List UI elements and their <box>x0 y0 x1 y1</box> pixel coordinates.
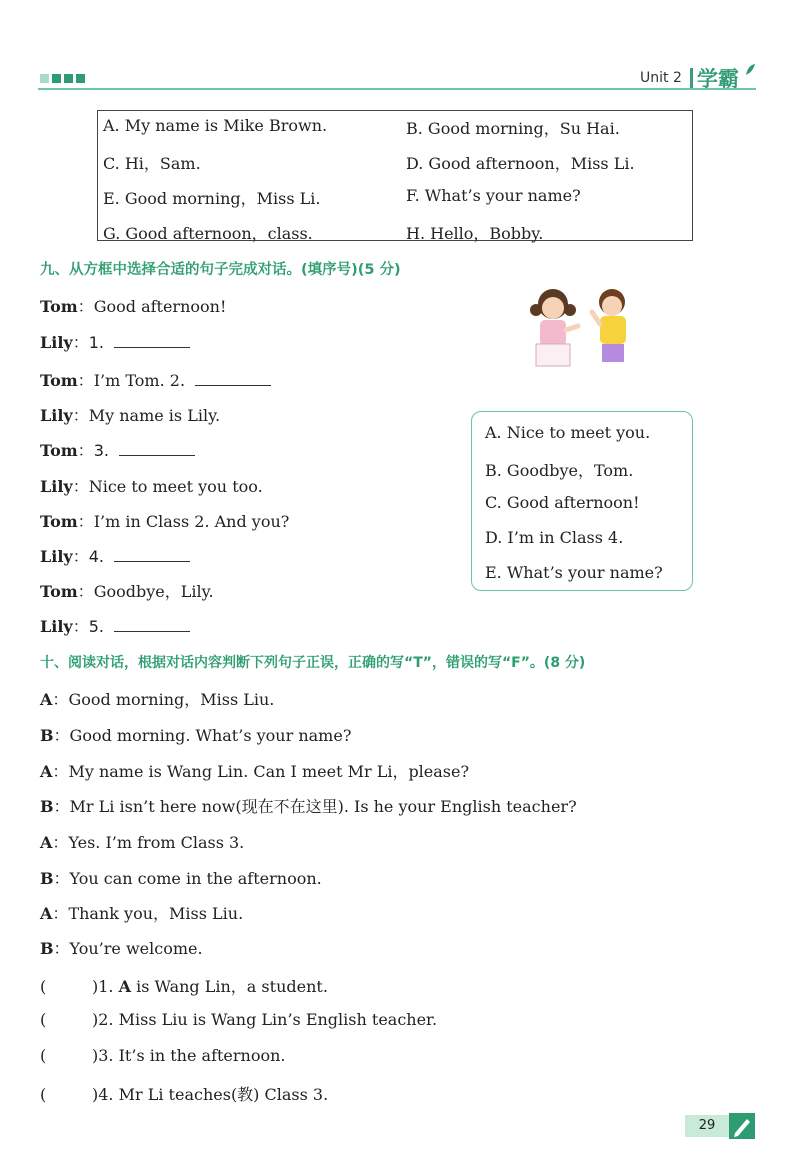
dialogue-line <box>40 438 195 461</box>
line-text: My name is Wang Lin. Can I meet Mr Li，please? <box>68 762 470 781</box>
box1-option-c: C. Hi，Sam. <box>103 154 201 173</box>
box1-option-b: B. Good morning，Su Hai. <box>406 119 620 138</box>
box1-option-h: H. Hello，Bobby. <box>406 224 544 243</box>
judgement-item <box>40 1010 437 1029</box>
separator: ： <box>53 797 70 816</box>
separator: ： <box>52 904 69 923</box>
box1-option-d: D. Good afternoon，Miss Li. <box>406 154 635 173</box>
dialogue-line <box>40 794 577 817</box>
header-square <box>52 74 61 83</box>
box1-option-e: E. Good morning，Miss Li. <box>103 189 321 208</box>
separator: ： <box>72 617 89 636</box>
speaker: Lily <box>40 333 73 352</box>
item-text: It’s in the afternoon. <box>118 1046 286 1065</box>
speaker: Lily <box>40 406 73 425</box>
separator: ： <box>77 512 94 531</box>
speaker: Tom <box>40 371 78 390</box>
dialogue-line <box>40 936 203 959</box>
speaker: Lily <box>40 477 73 496</box>
box1-option-a: A. My name is Mike Brown. <box>103 116 328 135</box>
separator: ： <box>72 333 89 352</box>
speaker: A <box>40 904 53 923</box>
speaker: B <box>40 726 54 745</box>
dialogue-line <box>40 866 322 889</box>
separator: ： <box>72 406 89 425</box>
speaker: Tom <box>40 441 78 460</box>
speaker: Lily <box>40 617 73 636</box>
speaker: Tom <box>40 297 78 316</box>
judgement-item <box>40 1082 328 1105</box>
line-text: Yes. I’m from Class 3. <box>68 833 245 852</box>
kids-illustration <box>520 282 645 372</box>
header-square <box>64 74 73 83</box>
item-text: is Wang Lin，a student. <box>131 977 328 996</box>
pencil-icon <box>729 1113 755 1139</box>
speaker: B <box>40 869 54 888</box>
dialogue-line <box>40 294 226 317</box>
answer-blank[interactable] <box>195 371 271 386</box>
section-10-heading: 十、阅读对话，根据对话内容判断下列句子正误，正确的写“T”，错误的写“F”。(8 分) <box>40 655 586 671</box>
line-text: Nice to meet you too. <box>88 477 263 496</box>
line-text: I’m in Class 2. And you? <box>93 512 290 531</box>
answer-paren[interactable]: ( <box>40 977 47 996</box>
separator: ： <box>53 869 70 888</box>
separator: ： <box>77 297 94 316</box>
box2-option-b: B. Goodbye，Tom. <box>485 461 634 480</box>
item-number: )4. <box>92 1085 114 1104</box>
section-9-heading: 九、从方框中选择合适的句子完成对话。(填序号)(5 分) <box>40 262 401 278</box>
separator: ： <box>53 939 70 958</box>
answer-blank[interactable] <box>114 333 190 348</box>
girl-figure <box>530 289 578 366</box>
dialogue-line <box>40 759 469 782</box>
answer-blank[interactable] <box>114 617 190 632</box>
line-text: You can come in the afternoon. <box>69 869 322 888</box>
answer-paren[interactable]: ( <box>40 1046 47 1065</box>
dialogue-line <box>40 403 220 426</box>
answer-blank[interactable] <box>114 547 190 562</box>
header-square <box>40 74 49 83</box>
box2-option-e: E. What’s your name? <box>485 563 663 582</box>
line-text: I’m Tom. 2. <box>93 371 186 390</box>
unit-label: Unit 2 <box>640 70 682 86</box>
speaker: B <box>40 939 54 958</box>
box2-option-d: D. I’m in Class 4. <box>485 528 624 547</box>
dialogue-line <box>40 901 243 924</box>
separator: ： <box>52 762 69 781</box>
line-text: Good morning. What’s your name? <box>69 726 352 745</box>
separator: ： <box>77 371 94 390</box>
judgement-item <box>40 974 328 997</box>
box2-option-c: C. Good afternoon! <box>485 493 640 512</box>
answer-paren[interactable]: ( <box>40 1085 47 1104</box>
leaf-icon <box>744 63 756 77</box>
speaker: B <box>40 797 54 816</box>
separator: ： <box>52 833 69 852</box>
dialogue-line <box>40 723 351 746</box>
bold-term: A <box>118 977 132 996</box>
dialogue-line <box>40 614 190 637</box>
separator: ： <box>52 690 69 709</box>
line-text: Thank you，Miss Liu. <box>68 904 244 923</box>
separator: ： <box>77 582 94 601</box>
line-text: Good afternoon! <box>93 297 227 316</box>
speaker: A <box>40 690 53 709</box>
item-number: )1. <box>92 977 114 996</box>
speaker: A <box>40 833 53 852</box>
line-text: 5. <box>88 617 104 636</box>
line-text: 1. <box>88 333 104 352</box>
answer-paren[interactable]: ( <box>40 1010 47 1029</box>
separator: ： <box>72 547 89 566</box>
dialogue-line <box>40 368 271 391</box>
box1-option-g: G. Good afternoon，class. <box>103 224 313 243</box>
speaker: Lily <box>40 547 73 566</box>
item-number: )2. <box>92 1010 114 1029</box>
line-text: You’re welcome. <box>69 939 203 958</box>
dialogue-line <box>40 509 289 532</box>
boy-figure <box>592 289 626 362</box>
dialogue-line <box>40 579 214 602</box>
line-text: Mr Li isn’t here now(现在不在这里). Is he your English teacher? <box>69 797 577 816</box>
header-divider <box>690 68 693 88</box>
separator: ： <box>77 441 94 460</box>
speaker: Tom <box>40 582 78 601</box>
dialogue-line <box>40 544 190 567</box>
dialogue-line <box>40 474 263 497</box>
header-square <box>76 74 85 83</box>
line-text: 3. <box>93 441 109 460</box>
header-rule <box>38 88 756 90</box>
dialogue-line <box>40 687 274 710</box>
speaker: Tom <box>40 512 78 531</box>
line-text: 4. <box>88 547 104 566</box>
answer-blank[interactable] <box>119 441 195 456</box>
box1-option-f: F. What’s your name? <box>406 186 581 205</box>
brand-logo <box>697 63 756 93</box>
dialogue-line <box>40 330 190 353</box>
item-text: Miss Liu is Wang Lin’s English teacher. <box>118 1010 438 1029</box>
item-number: )3. <box>92 1046 114 1065</box>
speaker: A <box>40 762 53 781</box>
brand-text: 学霸 <box>697 67 739 91</box>
dialogue-line <box>40 830 244 853</box>
item-text: Mr Li teaches(教) Class 3. <box>118 1085 329 1104</box>
separator: ： <box>72 477 89 496</box>
separator: ： <box>53 726 70 745</box>
judgement-item <box>40 1046 286 1065</box>
box2-option-a: A. Nice to meet you. <box>485 423 651 442</box>
line-text: My name is Lily. <box>88 406 221 425</box>
line-text: Goodbye，Lily. <box>93 582 214 601</box>
page-number: 29 <box>685 1115 729 1137</box>
line-text: Good morning，Miss Liu. <box>68 690 275 709</box>
